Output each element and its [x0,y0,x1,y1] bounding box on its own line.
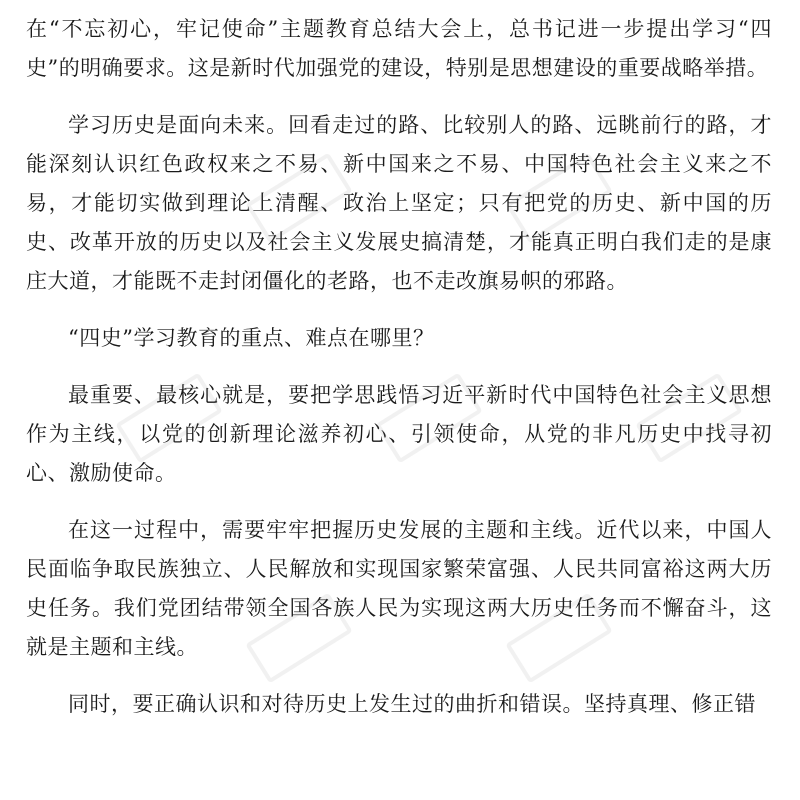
paragraph-2: 学习历史是面向未来。回看走过的路、比较别人的路、远眺前行的路，才能深刻认识红色政权来之不易、新中国来之不易、中国特色社会主义来之不易，才能切实做到理论上清醒、政治上坚定；只有把党的历史、新中国的历史、改革开放的历史以及社会主义发展史搞清楚，才能真正明白我们走的是康庄大道，才能既不走封闭僵化的老路，也不走改旗易帜的邪路。 [26,113,772,293]
paragraph-1: 在“不忘初心，牢记使命”主题教育总结大会上，总书记进一步提出学习“四史”的明确要求。这是新时代加强党的建设，特别是思想建设的重要战略举措。 [26,17,772,80]
document-body [26,10,772,742]
paragraph-3-question: “四史”学习教育的重点、难点在哪里？ [68,326,435,350]
paragraph-6: 同时，要正确认识和对待历史上发生过的曲折和错误。坚持真理、修正错 [68,692,756,716]
paragraph-4: 最重要、最核心就是，要把学思践悟习近平新时代中国特色社会主义思想作为主线，以党的创新理论滋养初心、引领使命，从党的非凡历史中找寻初心、激励使命。 [26,383,772,485]
paragraph-5: 在这一过程中，需要牢牢把握历史发展的主题和主线。近代以来，中国人民面临争取民族独立、人民解放和实现国家繁荣富强、人民共同富裕这两大历史任务。我们党团结带领全国各族人民为实现这两大历史任务而不懈奋斗，这就是主题和主线。 [26,518,772,659]
